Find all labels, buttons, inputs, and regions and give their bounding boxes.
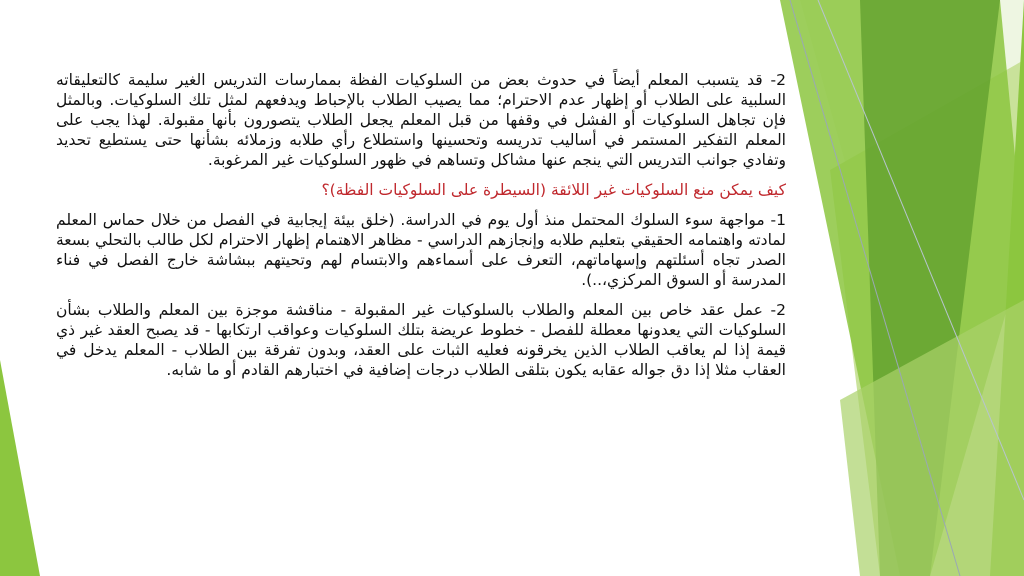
paragraph-prevention-point-2: 2- عمل عقد خاص بين المعلم والطلاب بالسلوكيات غير المقبولة - مناقشة موجزة بين المعلم والطلاب بشأن السلوكيات التي يعدونها معطلة للفصل - خطوط عريضة بتلك السلوكيات وعواقب ارتكابها - قد يصبح العقد غير ذي قيمة إذا لم يعاقب الطلاب الذين يخرقونه فعليه الثبات على العقد، وبدون تفرقة بين الطلاب - المعلم يدخل في العقاب مثلا إذا دق جواله عقابه يكون بتلقى الطلاب درجات إضافية في اختبارهم القادم أو ما شابه. [56,301,786,379]
paragraph-teacher-causes: 2- قد يتسبب المعلم أيضاً في حدوث بعض من السلوكيات الفظة بممارسات التدريس الغير سليمة كالتعليقاته السلبية على الطلاب أو إظهار عدم الاحترام؛ مما يصيب الطلاب بالإحباط ويدفعهم لمثل تلك السلوكيات. وبالمثل فإن تجاهل السلوكيات أو الفشل في وقفها من قبل المعلم يجعل الطلاب يتصورون بأنها مقبولة. لهذا يجب على المعلم التفكير المستمر في أساليب تدريسه وتحسينها واستطلاع رأي طلابه وزملائه بشأنها حتى يستطيع تحديد وتفادي جوانب التدريس التي ينجم عنها مشاكل وتساهم في ظهور السلوكيات غير المرغوبة. [56,71,786,169]
paragraph-prevention-point-1: 1- مواجهة سوء السلوك المحتمل منذ أول يوم في الدراسة. (خلق بيئة إيجابية في الفصل من خلال حماس المعلم لمادته واهتمامه الحقيقي بتعليم طلابه وإنجازهم الدراسي - مظاهر الاهتمام إظهار الاحترام لكل طالب بالتحلي بسعة الصدر تجاه أسئلتهم وإسهاماتهم، التعرف على أسماءهم والابتسام لهم وتحيتهم ببشاشة خارج الفصل في فناء المدرسة أو السوق المركزي،..). [56,211,786,289]
section-question-heading: كيف يمكن منع السلوكيات غير اللائقة (السيطرة على السلوكيات الفظة)؟ [321,181,786,199]
left-green-shape [0,360,40,576]
slide-content [56,70,786,390]
